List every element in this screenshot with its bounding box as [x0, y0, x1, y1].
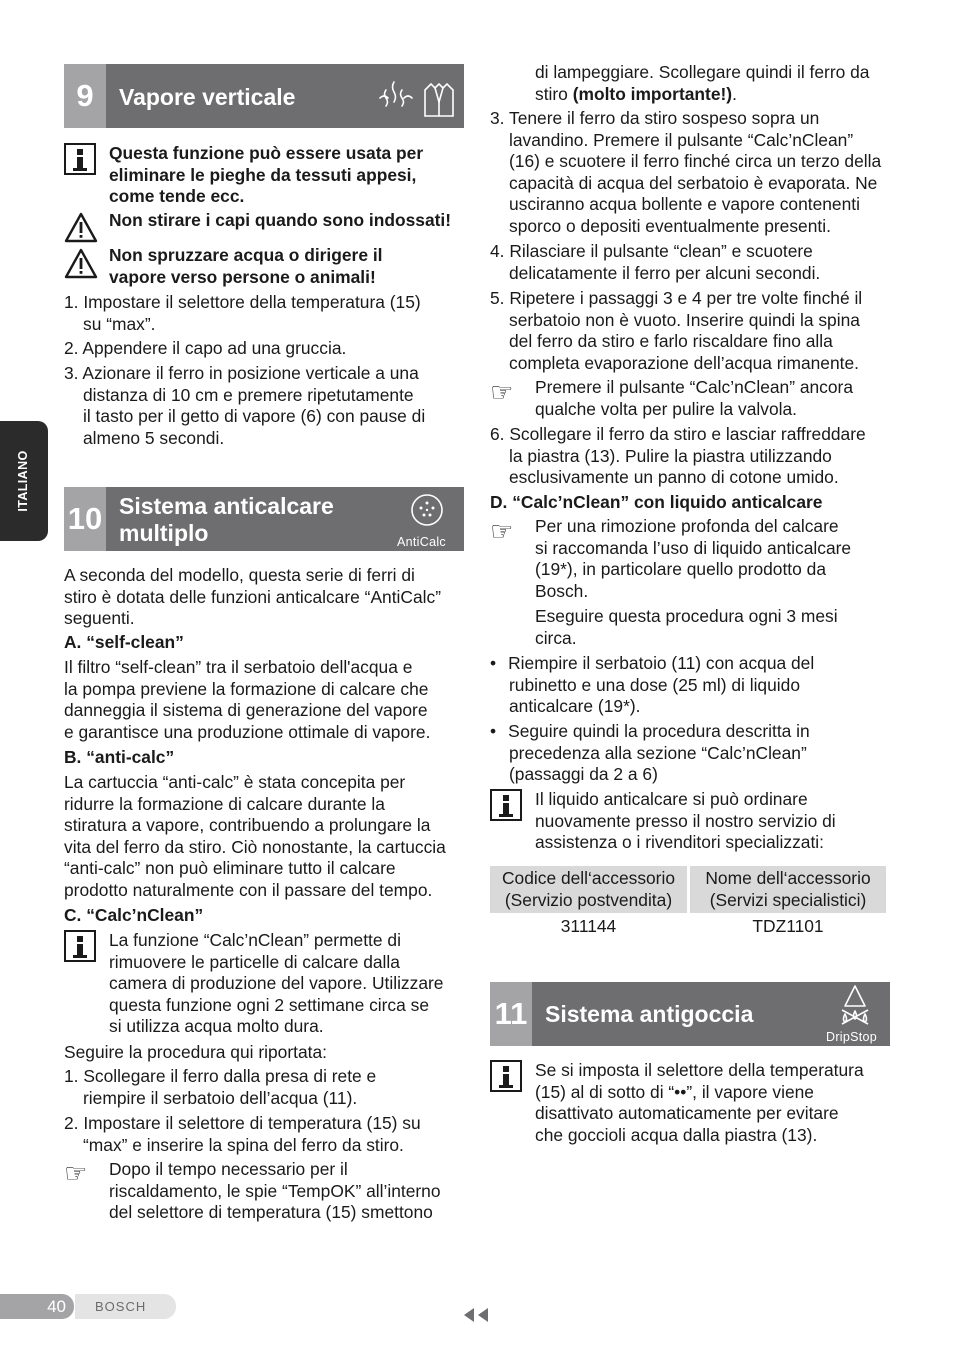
- bullet-item: • Seguire quindi la procedura descritta in precedenza alla sezione “Calc’nClean” (passaggi da 2 a 6): [490, 721, 810, 785]
- anticalc-icon: [408, 492, 446, 528]
- info-icon: [490, 789, 522, 821]
- subsection-c-heading: C. “Calc’nClean”: [64, 905, 204, 925]
- calcnclean-step-2: 2. Impostare il selettore di temperatura (15) su “max” e inserire la spina del ferro da stiro.: [64, 1113, 421, 1155]
- subsection-a-text: Il filtro “self-clean” tra il serbatoio dell'acqua e la pompa previene la formazione di calcare che danneggia il sistema di generazione del vapore e garantisce una produzione ottimale di vapore.: [64, 657, 431, 742]
- section-title: Sistema antigoccia: [545, 1001, 754, 1027]
- language-label: ITALIANO: [16, 450, 31, 512]
- calcnclean-info: La funzione “Calc’nClean” permette di rimuovere le particelle di calcare dalla camera di produzione del vapore. Utilizzare questa funzione ogni 2 settimane circa se si utilizza acqua molto dura.: [109, 930, 444, 1037]
- section-11-header: [490, 982, 890, 1046]
- step-2-continued: di lampeggiare. Scollegare quindi il ferro da stiro (molto importante!).: [535, 62, 870, 104]
- table-cell-name: TDZ1101: [752, 916, 824, 936]
- subsection-d-heading: D. “Calc’nClean” con liquido anticalcare: [490, 492, 823, 512]
- calcnclean-step-1: 1. Scollegare il ferro dalla presa di rete e riempire il serbatoio dell’acqua (11).: [64, 1066, 377, 1108]
- calcnclean-step-4: 4. Rilasciare il pulsante “clean” e scuotere delicatamente il ferro per alcuni secondi.: [490, 241, 821, 283]
- sec9-step-3: 3. Azionare il ferro in posizione verticale a una distanza di 10 cm e premere ripetutamente il tasto per il getto di vapore (6) con pause di almeno 5 secondi.: [64, 363, 426, 448]
- brand-label: BOSCH: [75, 1294, 176, 1319]
- descaler-hand-note: Per una rimozione profonda del calcare si raccomanda l’uso di liquido anticalcare (19*), in particolare quello prodotto da Bosch.: [535, 516, 852, 601]
- warning-icon: [64, 212, 98, 243]
- warning-text-1: Non stirare i capi quando sono indossati!: [109, 210, 452, 230]
- section-title: Vapore verticale: [119, 84, 296, 110]
- warning-icon: [64, 248, 98, 279]
- vertical-steam-icon: [376, 76, 456, 120]
- info-icon: [64, 930, 96, 962]
- dripstop-info: Se si imposta il selettore della temperatura (15) al di sotto di “••”, il vapore viene disattivato automaticamente per evitare che goccioli acqua dalla piastra (13).: [535, 1060, 864, 1145]
- section-9-header: [64, 64, 464, 128]
- subsection-b-heading: B. “anti-calc”: [64, 747, 175, 767]
- page-number: 40: [0, 1294, 74, 1319]
- calcnclean-step-3: 3. Tenere il ferro da stiro sospeso sopra un lavandino. Premere il pulsante “Calc’nClean” (16) e scuotere il ferro finché circa un terzo della capacità di acqua del serbatoio è evaporata. Ne usciranno acqua bollente e vapore contenenti sporco o depositi eventualmente presenti.: [490, 108, 882, 236]
- procedure-intro: Seguire la procedura qui riportata:: [64, 1042, 327, 1062]
- calcnclean-step-5: 5. Ripetere i passaggi 3 e 4 per tre volte finché il serbatoio non è vuoto. Inserire quindi la spina del ferro da stiro e farlo riscaldare fino alla completa evaporazione dell’acqua rimanente.: [490, 288, 863, 373]
- descaler-order-info: Il liquido anticalcare si può ordinare nuovamente presso il nostro servizio di assistenza o i rivenditori specializzati:: [535, 789, 836, 853]
- sec9-step-1: 1. Impostare il selettore della temperatura (15) su “max”.: [64, 292, 421, 334]
- previous-page-arrows-icon[interactable]: [462, 1307, 490, 1323]
- descaler-frequency-note: Eseguire questa procedura ogni 3 mesi circa.: [535, 606, 838, 648]
- pointing-hand-icon: ☞: [490, 378, 514, 408]
- info-icon: [64, 143, 96, 175]
- vertical-steam-note: Questa funzione può essere usata per eliminare le pieghe da tessuti appesi, come tende ecc.: [109, 143, 424, 207]
- dripstop-icon: [838, 984, 872, 1026]
- warning-text-2: Non spruzzare acqua o dirigere il vapore verso persone o animali!: [109, 245, 383, 287]
- info-icon: [490, 1060, 522, 1092]
- section-title: Sistema anticalcare multiplo: [119, 493, 334, 546]
- language-side-tab: [0, 421, 48, 541]
- subsection-b-text: La cartuccia “anti-calc” è stata concepita per ridurre la formazione di calcare durante la stiratura a vapore, contribuendo a prolungare la vita del ferro da stiro. Ciò nonostante, la cartuccia “anti-calc” non può eliminare tutto il calcare prodotto naturalmente con il passare del tempo.: [64, 772, 446, 900]
- pointing-hand-icon: ☞: [490, 517, 514, 547]
- section-number: 11: [490, 982, 532, 1046]
- table-header-code: Codice dell‘accessorio (Servizio postvendita): [490, 866, 687, 913]
- section-number: 9: [64, 64, 106, 128]
- sec10-intro: A seconda del modello, questa serie di ferri di stiro è dotata delle funzioni anticalcare “AntiCalc” seguenti.: [64, 565, 441, 629]
- table-header-name: Nome dell‘accessorio (Servizi specialistici): [690, 866, 886, 913]
- section-10-header: [64, 487, 464, 551]
- section-number: 10: [64, 487, 106, 551]
- dripstop-label: DripStop: [826, 1030, 878, 1044]
- bullet-item: • Riempire il serbatoio (11) con acqua del rubinetto e una dose (25 ml) di liquido anticalcare (19*).: [490, 653, 815, 717]
- anticalc-label: AntiCalc: [397, 535, 446, 549]
- calcnclean-step-6: 6. Scollegare il ferro da stiro e lasciar raffreddare la piastra (13). Pulire la piastra utilizzando esclusivamente un panno di cotone umido.: [490, 424, 866, 488]
- sec9-step-2: 2. Appendere il capo ad una gruccia.: [64, 338, 347, 358]
- pointing-hand-icon: ☞: [64, 1159, 88, 1189]
- subsection-a-heading: A. “self-clean”: [64, 632, 184, 652]
- calcnclean-hand-note: Dopo il tempo necessario per il riscaldamento, le spie “TempOK” all’interno del selettore di temperatura (15) smettono: [109, 1159, 441, 1223]
- valve-hand-note: Premere il pulsante “Calc’nClean” ancora qualche volta per pulire la valvola.: [535, 377, 854, 419]
- table-cell-code: 311144: [560, 916, 617, 936]
